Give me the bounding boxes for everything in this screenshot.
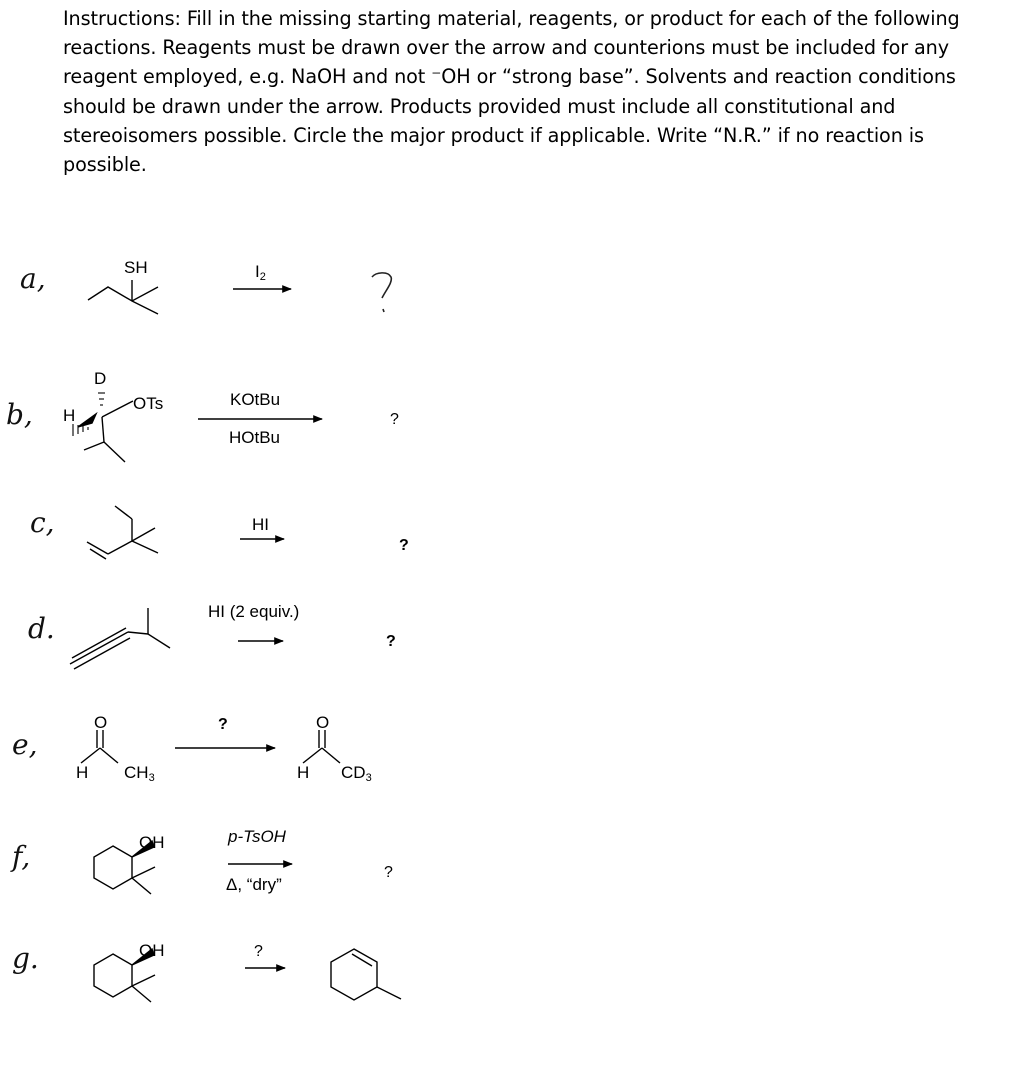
b-d-label: D bbox=[94, 369, 107, 388]
f-product-question: ? bbox=[384, 864, 393, 881]
e-sm-sub: 3 bbox=[148, 772, 155, 784]
f-oh-label: OH bbox=[139, 833, 165, 852]
label-g: g. bbox=[12, 942, 39, 975]
label-e: e, bbox=[12, 728, 38, 761]
a-reagent-sub: 2 bbox=[259, 271, 266, 283]
c-product-question: ? bbox=[399, 537, 409, 554]
g-oh-label: OH bbox=[139, 941, 165, 960]
a-sh-label: SH bbox=[124, 258, 148, 277]
e-reagent-question: ? bbox=[218, 716, 228, 733]
e-prod-cd3 bbox=[341, 763, 372, 784]
e-prod-o: O bbox=[316, 713, 330, 732]
c-reagent: HI bbox=[252, 515, 269, 534]
f-reagent-above: p-TsOH bbox=[228, 827, 286, 846]
structure-d-alkyne bbox=[70, 608, 170, 669]
e-sm-h: H bbox=[76, 763, 89, 782]
instructions-text: Instructions: Fill in the missing starting material, reagents, or product for each of the following reactions. Reagents must be drawn over the arrow and counterions must be included for any reagent employed, e.g. NaOH and not ⁻OH or “strong base”. Solvents and reaction conditions should be drawn under the arrow. Products provided must include all constitutional and stereoisomers possible. Circle the major product if applicable. Write “N.R.” if no reaction is possible. bbox=[63, 7, 960, 177]
label-a: a, bbox=[20, 262, 46, 295]
label-c: c, bbox=[30, 506, 55, 539]
label-f: f, bbox=[12, 840, 31, 873]
e-prod-cd: CD bbox=[341, 763, 366, 782]
e-sm-o: O bbox=[94, 713, 108, 732]
structure-c-alkene bbox=[87, 506, 158, 559]
d-reagent: HI (2 equiv.) bbox=[208, 602, 300, 621]
label-b: b, bbox=[6, 398, 33, 431]
handwritten-question-mark bbox=[372, 273, 391, 312]
b-reagent-above: KOtBu bbox=[230, 390, 281, 409]
a-reagent-main: I bbox=[255, 262, 260, 281]
structure-e-product bbox=[303, 730, 340, 763]
structure-a-thiol bbox=[88, 280, 158, 314]
b-ots-label: OTs bbox=[133, 394, 164, 413]
d-product-question: ? bbox=[386, 633, 396, 650]
e-sm-ch: CH bbox=[124, 763, 149, 782]
e-prod-h: H bbox=[297, 763, 310, 782]
b-product-question: ? bbox=[390, 411, 399, 428]
a-reagent bbox=[255, 262, 266, 283]
label-d: d. bbox=[28, 612, 55, 645]
structure-b-tosylate bbox=[73, 393, 133, 462]
b-reagent-below: HOtBu bbox=[229, 428, 281, 447]
g-reagent-question: ? bbox=[254, 943, 263, 960]
e-prod-sub: 3 bbox=[365, 772, 372, 784]
structure-g-product bbox=[331, 949, 401, 1000]
f-reagent-below: Δ, “dry” bbox=[226, 875, 282, 894]
b-h-label: H bbox=[63, 406, 76, 425]
structure-e-acetaldehyde bbox=[81, 730, 118, 763]
e-sm-ch3 bbox=[124, 763, 155, 784]
